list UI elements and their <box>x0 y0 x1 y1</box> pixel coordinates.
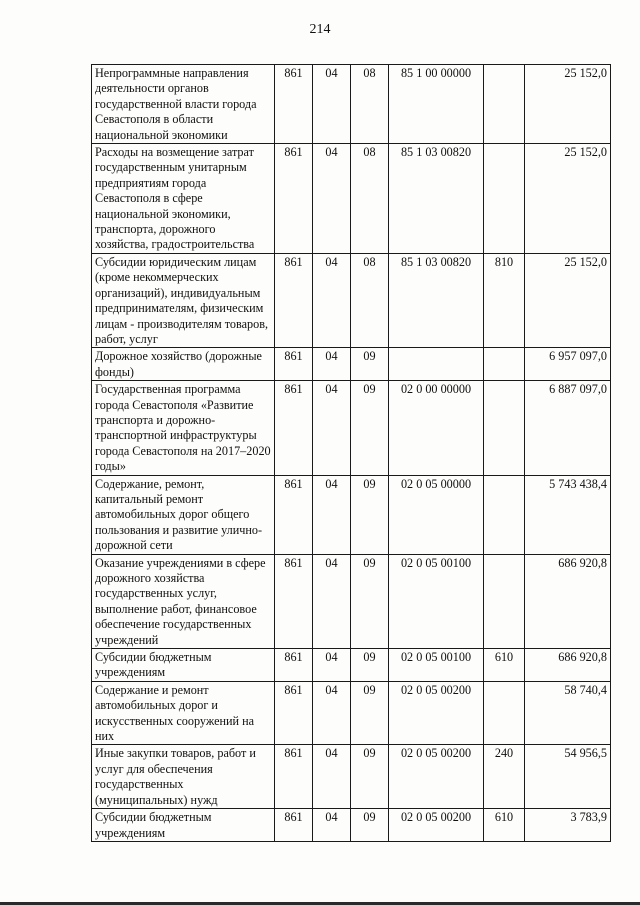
cell-name: Непрограммные направления деятельности органов государственной власти города Севастополя в области национальной экономики <box>92 65 275 144</box>
cell-ved-code: 861 <box>275 348 313 381</box>
cell-amount: 686 920,8 <box>525 649 611 682</box>
cell-name: Субсидии бюджетным учреждениям <box>92 809 275 842</box>
cell-subsection-code: 09 <box>351 745 389 809</box>
cell-section-code: 04 <box>313 809 351 842</box>
cell-subsection-code: 09 <box>351 649 389 682</box>
table-row <box>92 475 611 554</box>
cell-target-article: 02 0 05 00200 <box>389 681 484 745</box>
cell-name: Субсидии юридическим лицам (кроме некоммерческих организаций), индивидуальным предпринимателям, физическим лицам - производителям товаров, работ, услуг <box>92 253 275 347</box>
cell-expense-type <box>484 681 525 745</box>
table-row <box>92 681 611 745</box>
cell-amount: 686 920,8 <box>525 554 611 648</box>
table-row <box>92 809 611 842</box>
cell-section-code: 04 <box>313 144 351 254</box>
table-row <box>92 381 611 475</box>
table-row <box>92 144 611 254</box>
cell-expense-type: 240 <box>484 745 525 809</box>
cell-amount: 25 152,0 <box>525 144 611 254</box>
cell-amount: 25 152,0 <box>525 253 611 347</box>
cell-target-article: 02 0 05 00200 <box>389 745 484 809</box>
cell-subsection-code: 08 <box>351 253 389 347</box>
cell-expense-type <box>484 348 525 381</box>
cell-expense-type <box>484 554 525 648</box>
cell-ved-code: 861 <box>275 475 313 554</box>
cell-expense-type: 610 <box>484 649 525 682</box>
cell-ved-code: 861 <box>275 253 313 347</box>
cell-section-code: 04 <box>313 745 351 809</box>
table-row <box>92 649 611 682</box>
cell-section-code: 04 <box>313 649 351 682</box>
table-row <box>92 554 611 648</box>
cell-amount: 58 740,4 <box>525 681 611 745</box>
cell-amount: 25 152,0 <box>525 65 611 144</box>
cell-section-code: 04 <box>313 253 351 347</box>
cell-expense-type: 810 <box>484 253 525 347</box>
cell-subsection-code: 09 <box>351 381 389 475</box>
cell-ved-code: 861 <box>275 681 313 745</box>
cell-name: Государственная программа города Севастополя «Развитие транспорта и дорожно-транспортной инфраструктуры города Севастополя на 2017–2020 годы» <box>92 381 275 475</box>
cell-target-article: 02 0 05 00100 <box>389 649 484 682</box>
table-row <box>92 253 611 347</box>
cell-section-code: 04 <box>313 681 351 745</box>
cell-section-code: 04 <box>313 381 351 475</box>
cell-subsection-code: 09 <box>351 348 389 381</box>
cell-name: Иные закупки товаров, работ и услуг для обеспечения государственных (муниципальных) нужд <box>92 745 275 809</box>
cell-expense-type: 610 <box>484 809 525 842</box>
cell-name: Оказание учреждениями в сфере дорожного хозяйства государственных услуг, выполнение работ, финансовое обеспечение государственных учреждений <box>92 554 275 648</box>
cell-target-article: 02 0 00 00000 <box>389 381 484 475</box>
cell-ved-code: 861 <box>275 649 313 682</box>
cell-amount: 6 887 097,0 <box>525 381 611 475</box>
cell-amount: 3 783,9 <box>525 809 611 842</box>
cell-target-article: 02 0 05 00200 <box>389 809 484 842</box>
cell-ved-code: 861 <box>275 381 313 475</box>
cell-ved-code: 861 <box>275 554 313 648</box>
cell-section-code: 04 <box>313 65 351 144</box>
cell-expense-type <box>484 144 525 254</box>
cell-target-article: 85 1 03 00820 <box>389 253 484 347</box>
cell-subsection-code: 09 <box>351 554 389 648</box>
page-number: 214 <box>309 22 331 37</box>
cell-expense-type <box>484 475 525 554</box>
cell-target-article: 85 1 00 00000 <box>389 65 484 144</box>
cell-target-article: 02 0 05 00100 <box>389 554 484 648</box>
cell-ved-code: 861 <box>275 745 313 809</box>
cell-amount: 54 956,5 <box>525 745 611 809</box>
cell-target-article <box>389 348 484 381</box>
table-row <box>92 348 611 381</box>
table-row <box>92 745 611 809</box>
cell-name: Субсидии бюджетным учреждениям <box>92 649 275 682</box>
cell-section-code: 04 <box>313 348 351 381</box>
table-row <box>92 65 611 144</box>
cell-subsection-code: 09 <box>351 809 389 842</box>
cell-subsection-code: 08 <box>351 144 389 254</box>
cell-ved-code: 861 <box>275 65 313 144</box>
cell-subsection-code: 09 <box>351 475 389 554</box>
cell-subsection-code: 08 <box>351 65 389 144</box>
budget-table <box>91 64 611 842</box>
cell-name: Дорожное хозяйство (дорожные фонды) <box>92 348 275 381</box>
cell-target-article: 85 1 03 00820 <box>389 144 484 254</box>
table-body <box>92 65 611 842</box>
cell-name: Содержание и ремонт автомобильных дорог и искусственных сооружений на них <box>92 681 275 745</box>
cell-name: Содержание, ремонт, капитальный ремонт автомобильных дорог общего пользования и развитие улично-дорожной сети <box>92 475 275 554</box>
cell-ved-code: 861 <box>275 144 313 254</box>
cell-amount: 5 743 438,4 <box>525 475 611 554</box>
cell-expense-type <box>484 381 525 475</box>
cell-section-code: 04 <box>313 554 351 648</box>
cell-name: Расходы на возмещение затрат государственным унитарным предприятиям города Севастополя в сфере национальной экономики, транспорта, дорожного хозяйства, градостроительства <box>92 144 275 254</box>
cell-target-article: 02 0 05 00000 <box>389 475 484 554</box>
cell-section-code: 04 <box>313 475 351 554</box>
cell-subsection-code: 09 <box>351 681 389 745</box>
cell-ved-code: 861 <box>275 809 313 842</box>
cell-expense-type <box>484 65 525 144</box>
cell-amount: 6 957 097,0 <box>525 348 611 381</box>
